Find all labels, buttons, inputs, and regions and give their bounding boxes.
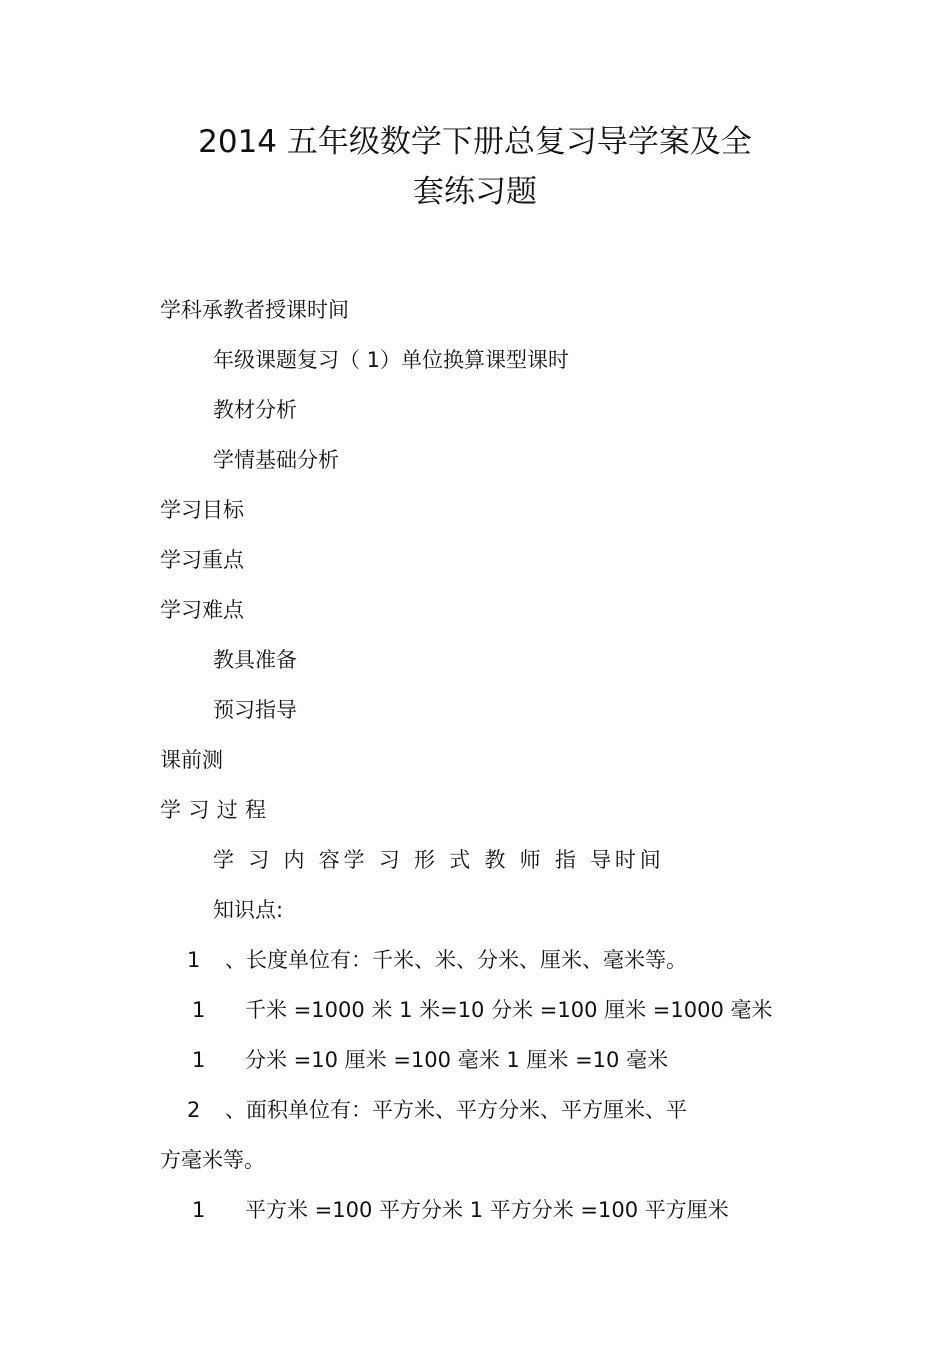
list-item-text: 千米 =1000 米 1 米=10 分米 =100 厘米 =1000 毫米: [245, 998, 773, 1022]
header-row-material-analysis: 教材分析: [213, 398, 297, 422]
list-item-text: 、面积单位有：平方米、平方分米、平方厘米、平: [225, 1098, 687, 1122]
header-row-preview-guide: 预习指导: [213, 698, 297, 722]
list-item-area-units: [0, 1096, 950, 1124]
list-number: 1: [192, 998, 206, 1022]
list-number: 2: [187, 1098, 201, 1122]
header-row-key-points: 学习重点: [160, 548, 244, 572]
knowledge-points-heading: 知识点:: [213, 898, 284, 922]
table-header-columns: 学 习 内 容学 习 形 式 教 师 指 导时间: [213, 848, 665, 872]
header-row-teaching-aids: 教具准备: [213, 648, 297, 672]
header-row-goals: 学习目标: [160, 498, 244, 522]
list-item-length-units: [0, 946, 950, 974]
list-item-area-units-continued: 方毫米等。: [160, 1148, 265, 1172]
header-row-subject: 学科承教者授课时间: [160, 298, 349, 322]
list-item-text: 分米 =10 厘米 =100 毫米 1 厘米 =10 毫米: [245, 1048, 669, 1072]
list-item-area-conversion-1: [0, 1196, 950, 1224]
header-row-student-analysis: 学情基础分析: [213, 448, 339, 472]
list-number: 1: [192, 1048, 206, 1072]
list-number: 1: [192, 1198, 206, 1222]
list-item-length-conversion-1: [0, 996, 950, 1024]
document-title-line-1: 2014 五年级数学下册总复习导学案及全: [198, 124, 752, 160]
header-row-grade-topic: 年级课题复习（ 1）单位换算课型课时: [213, 348, 570, 372]
list-item-length-conversion-2: [0, 1046, 950, 1074]
header-row-pretest: 课前测: [160, 748, 223, 772]
header-row-difficulties: 学习难点: [160, 598, 244, 622]
list-item-text: 平方米 =100 平方分米 1 平方分米 =100 平方厘米: [245, 1198, 729, 1222]
document-title-line-2: 套练习题: [413, 174, 537, 210]
list-item-text: 、长度单位有：千米、米、分米、厘米、毫米等。: [225, 948, 687, 972]
header-row-learning-process: 学习过程: [160, 798, 274, 822]
list-number: 1: [187, 948, 201, 972]
